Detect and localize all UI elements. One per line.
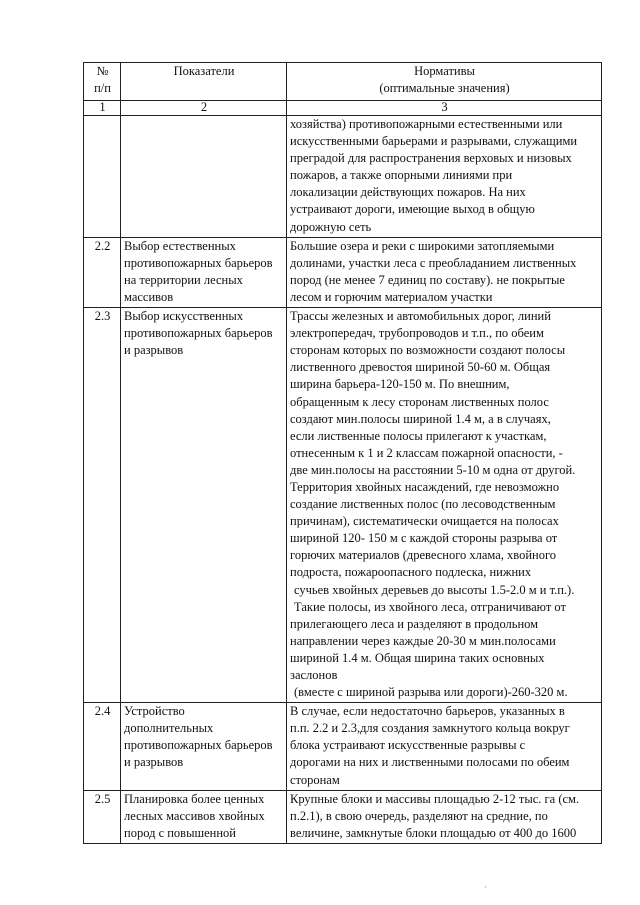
indicator-line: лесных массивов хвойных	[124, 808, 265, 823]
norm-line: заслонов	[290, 668, 338, 682]
norm-line: сторонам	[290, 772, 340, 787]
norm-line: п.п. 2.2 и 2.3,для создания замкнутого кольца вокруг	[290, 721, 570, 736]
indicator-line: Устройство	[124, 704, 185, 719]
norm-line: направлении через каждые 20-30 м мин.полосами	[290, 633, 556, 648]
norm-line: обращенным к лесу сторонам лиственных полос	[290, 394, 549, 409]
norm-line: электропередач, трубопроводов и т.п., по обеим	[290, 326, 544, 341]
norm-line: В случае, если недостаточно барьеров, указанных в	[290, 704, 565, 719]
indicator-line: пород с повышенной	[124, 825, 236, 840]
header-norms-title: Нормативы	[414, 64, 475, 78]
row-number: 2.3	[84, 308, 121, 703]
indicator-line: Планировка более ценных	[124, 791, 265, 806]
header-number-abbrev: п/п	[94, 81, 111, 96]
header-norms-subtitle: (оптимальные значения)	[379, 81, 510, 95]
norm-line: горючих материалов (древесного хлама, хвойного	[290, 548, 557, 563]
row-norm	[287, 116, 602, 238]
row-number: 2.4	[84, 703, 121, 790]
norm-line: создание лиственных полос (по лесоводственным	[290, 497, 556, 512]
norm-line: сторонам которых по возможности создают полосы	[290, 343, 566, 358]
norm-line: лесом и горючим материалом участки	[290, 289, 493, 304]
row-number	[84, 116, 121, 238]
header-norms	[287, 63, 602, 101]
norm-line: две мин.полосы на расстоянии 5-10 м одна от другой.	[290, 462, 576, 477]
norm-line: п.2.1), в свою очередь, разделяют на средние, по	[290, 808, 548, 823]
row-indicator	[121, 237, 287, 307]
scan-speck: ·	[484, 883, 487, 892]
header-number	[84, 63, 121, 101]
indicator-line: Выбор естественных	[124, 238, 236, 253]
norm-line: локализации действующих пожаров. На них	[290, 185, 526, 200]
norm-line: причинам), систематически очищается на полосах	[290, 514, 559, 529]
norm-line: если лиственные полосы прилегают к участкам,	[290, 428, 547, 443]
header-indicators: Показатели	[121, 63, 287, 101]
norm-line: искусственными барьерами и разрывами, служащими	[290, 134, 578, 149]
indicator-line: противопожарных барьеров	[124, 738, 273, 753]
norm-line: долинами, участки леса с преобладанием лиственных	[290, 255, 577, 270]
norm-line: пожаров, а также опорными линиями при	[290, 168, 513, 183]
norm-line: подроста, пожароопасного подлеска, нижних	[290, 565, 532, 580]
header-number-symbol: №	[96, 64, 109, 78]
indicator-line: на территории лесных	[124, 272, 243, 287]
indicator-line: и разрывов	[124, 343, 184, 358]
norm-line: Большие озера и реки с широкими затопляемыми	[290, 238, 555, 253]
table-row	[84, 116, 602, 238]
indicator-line: противопожарных барьеров	[124, 326, 273, 341]
row-number: 2.2	[84, 237, 121, 307]
norm-line: сучьев хвойных деревьев до высоты 1.5-2.0 м и т.п.).	[294, 582, 575, 597]
indicator-line: противопожарных барьеров	[124, 255, 273, 270]
norm-line: шириной 1.4 м. Общая ширина таких основных	[290, 650, 545, 665]
norm-line: создают мин.полосы шириной 1.4 м, а в случаях,	[290, 411, 551, 426]
column-number-row	[84, 101, 602, 116]
table-body	[84, 116, 602, 844]
row-number: 2.5	[84, 790, 121, 843]
table-row	[84, 703, 602, 790]
column-number-1: 1	[84, 101, 121, 116]
table-row	[84, 237, 602, 307]
norms-table	[83, 62, 602, 844]
column-number-3: 3	[287, 101, 602, 116]
row-indicator	[121, 703, 287, 790]
norm-line: лиственного древостоя шириной 50-60 м. Общая	[290, 360, 551, 375]
column-number-2: 2	[121, 101, 287, 116]
row-norm	[287, 703, 602, 790]
norm-line: дорогами на них и лиственными полосами по обеим	[290, 755, 570, 770]
norm-line: ширина барьера-120-150 м. По внешним,	[290, 377, 510, 392]
row-norm	[287, 308, 602, 703]
norm-line: преградой для распространения верховых и низовых	[290, 151, 572, 166]
indicator-line: и разрывов	[124, 755, 184, 770]
row-indicator	[121, 790, 287, 843]
norm-line: отнесенным к 1 и 2 классам пожарной опасности, -	[290, 445, 563, 460]
norm-line: Территория хвойных насаждений, где невозможно	[290, 479, 560, 494]
norm-line: блока устраивают искусственные разрывы с	[290, 738, 526, 753]
norm-line: прилегающего леса и разделяют в продольном	[290, 616, 539, 631]
norm-line: Такие полосы, из хвойного леса, отграничивают от	[294, 599, 566, 614]
norm-line: устраивают дороги, имеющие выход в общую	[290, 202, 535, 217]
row-indicator	[121, 116, 287, 238]
norm-line: пород (не менее 7 единиц по составу). не покрытые	[290, 272, 565, 287]
norm-line: шириной 120- 150 м с каждой стороны разрыва от	[290, 531, 558, 546]
indicator-line: дополнительных	[124, 721, 214, 736]
norm-line: хозяйства) противопожарными естественными или	[290, 117, 563, 131]
indicator-line: Выбор искусственных	[124, 309, 244, 324]
table-row	[84, 790, 602, 843]
row-norm	[287, 790, 602, 843]
table-header-row	[84, 63, 602, 101]
norm-line: дорожную сеть	[290, 219, 372, 234]
norm-line: (вместе с шириной разрыва или дороги)-260-320 м.	[294, 685, 568, 700]
row-norm	[287, 237, 602, 307]
table-row	[84, 308, 602, 703]
norm-line: величине, замкнутые блоки площадью от 400 до 1600	[290, 825, 577, 840]
norm-line: Крупные блоки и массивы площадью 2-12 тыс. га (см.	[290, 791, 580, 806]
row-indicator	[121, 308, 287, 703]
indicator-line: массивов	[124, 289, 174, 304]
norm-line: Трассы железных и автомобильных дорог, линий	[290, 309, 551, 324]
